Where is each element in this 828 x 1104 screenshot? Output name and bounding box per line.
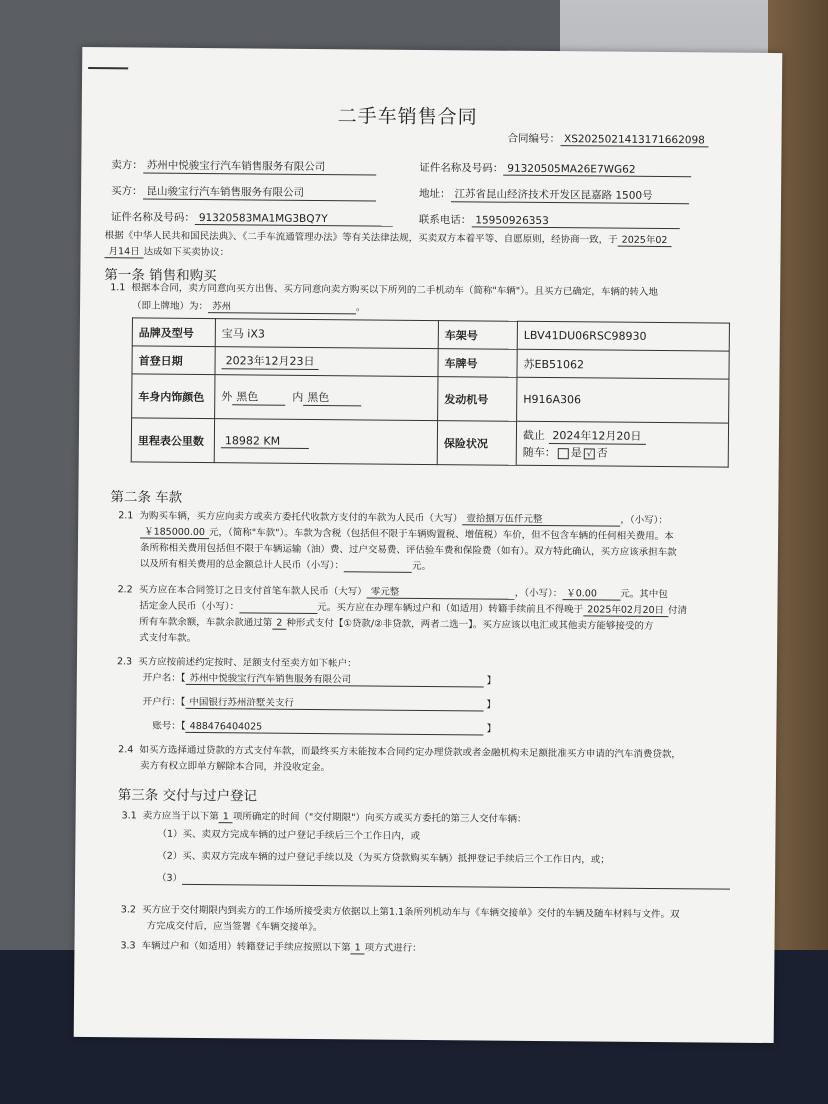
first-reg-label: 首登日期 (132, 346, 215, 375)
clause-2-3: 2.3 买方应按前述约定按时、足额支付至卖方如下帐户： (116, 656, 357, 670)
contract-number: 合同编号： XS2025021413171662098 (507, 131, 708, 148)
table-row (132, 374, 729, 423)
vin-value: LBV41DU06RSC98930 (517, 321, 729, 351)
section-3-title: 第三条 交付与过户登记 (117, 787, 258, 805)
clause-1-1-line-1: 1.1 根据本合同，卖方同意向买方出售、买方同意向卖方购买以下所列的二手机动车（简称"车辆"）。且买方已确定，车辆的转入地 (110, 282, 658, 298)
mileage-value: 18982 KM (214, 419, 437, 465)
account-bank-line: 开户行：【 中国银行苏州浒墅关支行 】 (143, 694, 496, 712)
preamble-line-2: 月14日 达成如下买卖协议： (104, 243, 229, 259)
first-reg-value: 2023年12月23日 (215, 347, 438, 377)
section-1-title: 第一条 销售和购买 (104, 267, 217, 285)
preamble-line-1: 根据《中华人民共和国民法典》、《二手车流通管理办法》等有关法律法规，买卖双方本着平等、自愿原则，经协商一致，于 2025年02 (105, 227, 672, 247)
plate-value: 苏EB51062 (517, 349, 729, 379)
color-value: 外 黑色 内 黑色 (215, 375, 438, 421)
clause-2-4-line-2: 卖方有权立即单方解除本合同，并没收定金。 (140, 760, 331, 774)
insurance-value: 截止 2024年12月20日 随车： 是 √ 否 (516, 421, 728, 467)
clause-1-1-line-2: （即上牌地）为： 苏州 。 (132, 297, 366, 314)
clause-3-1-option-1: （1）买、卖双方完成车辆的过户登记手续后三个工作日内，或 (157, 828, 421, 842)
document-title: 二手车销售合同 (337, 105, 478, 129)
clause-3-2-line-1: 3.2 买方应于交付期限内到卖方的工作场所接受卖方依据以上第1.1条所列机动车与《车辆交接单》交付的车辆及随车材料与文件。双 (120, 904, 680, 921)
plate-label: 车牌号 (438, 349, 517, 378)
seller-id-line: 证件名称及号码： 91320505MA26E7WG62 (419, 160, 691, 177)
buyer-id-line: 证件名称及号码： 91320583MA1MG3BQ7Y (111, 209, 393, 226)
clause-2-1-line-3: 条所称相关费用包括但不限于车辆运输（油）费、过户交易费、评估验车费和保险费（如有）。双方特此确认，买方应该承担车款 (139, 542, 677, 559)
contract-page (74, 47, 783, 1043)
clause-2-2-line-3: 所有车款余额，车款余款通过第 2 种形式支付【①贷款/②非贷款，两者二选一】。买方应该以电汇或其他卖方能够接受的方 (139, 616, 654, 632)
clause-3-1-option-3: （3） (157, 870, 730, 890)
buyer-line: 买方： 昆山骏宝行汽车销售服务有限公司 (111, 183, 376, 201)
vin-label: 车架号 (438, 321, 517, 350)
section-2-title: 第二条 车款 (110, 489, 183, 506)
clause-2-1-line-4: 以及所有相关费用的总金额总计人民币（小写）： 元。 (139, 558, 432, 573)
brand-value: 宝马 iX3 (215, 319, 438, 349)
seller-line: 卖方： 苏州中悦骏宝行汽车销售服务有限公司 (111, 157, 376, 175)
clause-2-2-line-1: 2.2 买方应在本合同签订之日支付首笔车款人民币（大写） 零元整 ，（小写）： ￥0.00 元。其中包 (117, 584, 668, 601)
insurance-label: 保险状况 (437, 421, 516, 466)
mileage-label: 里程表公里数 (131, 418, 214, 463)
color-label: 车身内饰颜色 (132, 374, 215, 419)
engine-label: 发动机号 (438, 377, 517, 422)
page-mark (88, 67, 128, 69)
clause-3-1-option-2: （2）买、卖双方完成车辆的过户登记手续以及（为买方贷款购买车辆）抵押登记手续后三个工作日内，或； (157, 850, 610, 866)
checkbox-yes (558, 448, 569, 459)
phone-line: 联系电话： 15950926353 (419, 212, 680, 229)
engine-value: H916A306 (517, 377, 729, 423)
table-row (131, 418, 728, 467)
clause-3-2-line-2: 方完成交付后，应当签署《车辆交接单》。 (146, 920, 323, 934)
clause-3-3: 3.3 车辆过户和（如适用）转籍登记手续应按照以下第 1 项方式进行： (120, 940, 422, 954)
brand-label: 品牌及型号 (132, 318, 215, 347)
clause-2-1-line-1: 2.1 为购买车辆，买方应向卖方或卖方委托代收款方支付的车款为人民币（大写） 壹拾捌万伍仟元整 ，（小写）： (118, 510, 668, 527)
checkbox-no: √ (584, 448, 595, 459)
clause-2-1-line-2: ￥185000.00 元，（简称"车款"）。车款为含税（包括但不限于车辆购置税、增值税）车价，但不包含车辆的任何相关费用。本 (140, 523, 674, 543)
clause-2-4-line-1: 2.4 如买方选择通过贷款的方式支付车款，而最终买方未能按本合同约定办理贷款或者金融机构未足额批准买方申请的汽车消费贷款， (118, 744, 681, 761)
buyer-address-line: 地址： 江苏省昆山经济技术开发区昆嘉路 1500号 (419, 186, 689, 204)
account-name-line: 开户名：【 苏州中悦骏宝行汽车销售服务有限公司 】 (143, 670, 496, 688)
clause-2-2-line-4: 式支付车款。 (139, 632, 197, 644)
account-number-line: 账号：【 488476404025 】 (152, 720, 497, 735)
vehicle-info-table (131, 317, 730, 467)
clause-2-2-line-2: 括定金人民币（小写）： 元。买方应在办理车辆过户和（如适用）转籍手续前且不得晚于 2025年02月20日 付清 (139, 600, 688, 617)
clause-3-1: 3.1 卖方应当于以下第 1 项所确定的时间（"交付期限"）向买方或买方委托的第三人交付车辆： (121, 810, 527, 825)
